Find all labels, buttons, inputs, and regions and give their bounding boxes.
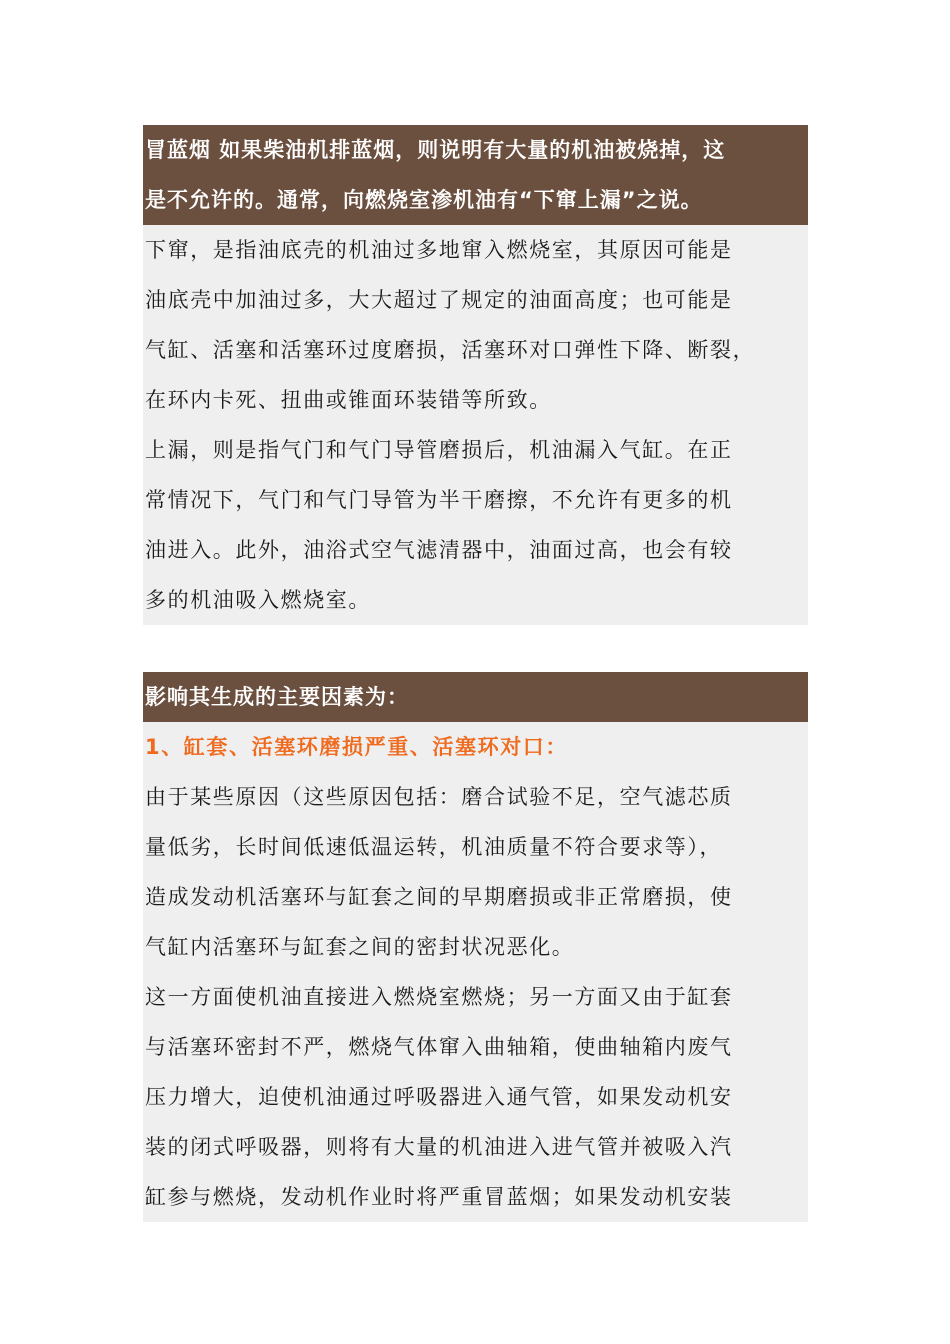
paragraph-line: 下窜，是指油底壳的机油过多地窜入燃烧室，其原因可能是: [145, 238, 733, 262]
paragraph-line: 上漏，则是指气门和气门导管磨损后，机油漏入气缸。在正: [145, 438, 733, 462]
paragraph-line: 油进入。此外，油浴式空气滤清器中，油面过高，也会有较: [145, 538, 733, 562]
paragraph-line: 造成发动机活塞环与缸套之间的早期磨损或非正常磨损，使: [145, 885, 733, 909]
paragraph-line: 与活塞环密封不严，燃烧气体窜入曲轴箱，使曲轴箱内废气: [145, 1035, 733, 1059]
paragraph-line: 油底壳中加油过多，大大超过了规定的油面高度；也可能是: [145, 288, 733, 312]
paragraph-line: 常情况下，气门和气门导管为半干磨擦，不允许有更多的机: [145, 488, 733, 512]
paragraph-line: 气缸、活塞和活塞环过度磨损，活塞环对口弹性下降、断裂，: [145, 338, 756, 362]
section2-body: [143, 722, 808, 1222]
paragraph-line: 压力增大，迫使机油通过呼吸器进入通气管，如果发动机安: [145, 1085, 733, 1109]
paragraph-line: 多的机油吸入燃烧室。: [145, 588, 371, 612]
section1-body: [143, 225, 808, 625]
section2-header: [143, 672, 808, 722]
paragraph-line: 由于某些原因（这些原因包括：磨合试验不足，空气滤芯质: [145, 785, 733, 809]
section1-header: [143, 125, 808, 225]
paragraph-line: 量低劣，长时间低速低温运转，机油质量不符合要求等），: [145, 835, 723, 859]
paragraph-line: 这一方面使机油直接进入燃烧室燃烧；另一方面又由于缸套: [145, 985, 733, 1009]
paragraph-line: 在环内卡死、扭曲或锥面环装错等所致。: [145, 388, 552, 412]
section1-header-line: 是不允许的。通常，向燃烧室渗机油有“下窜上漏”之说。: [145, 188, 703, 212]
paragraph-line: 缸参与燃烧，发动机作业时将严重冒蓝烟；如果发动机安装: [145, 1185, 733, 1209]
section1-header-line: 冒蓝烟 如果柴油机排蓝烟，则说明有大量的机油被烧掉，这: [145, 138, 726, 162]
subheading: 1、缸套、活塞环磨损严重、活塞环对口：: [145, 735, 569, 759]
paragraph-line: 装的闭式呼吸器，则将有大量的机油进入进气管并被吸入汽: [145, 1135, 733, 1159]
section2-header-line: 影响其生成的主要因素为：: [145, 685, 409, 709]
paragraph-line: 气缸内活塞环与缸套之间的密封状况恶化。: [145, 935, 575, 959]
